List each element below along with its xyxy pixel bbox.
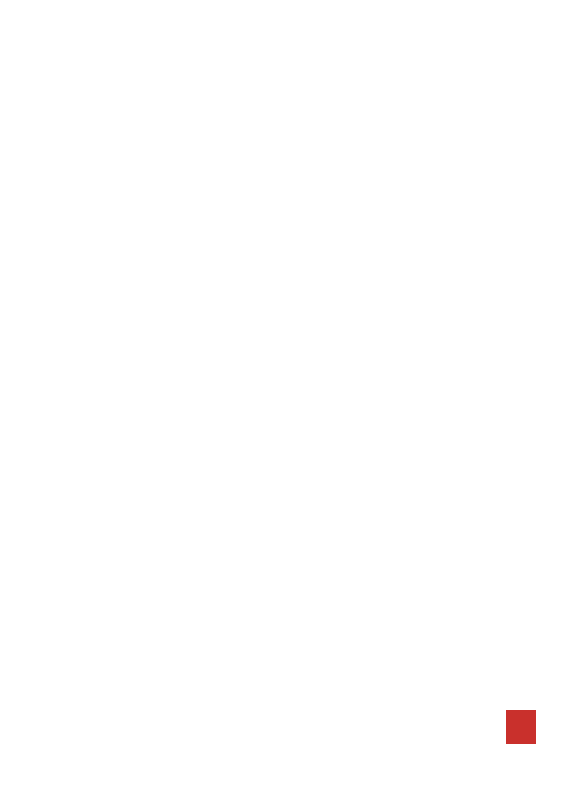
planner — [490, 200, 506, 215]
umbrella-border-left — [4, 0, 24, 811]
umbrella-border-top — [0, 4, 566, 24]
umbrella-border-right — [542, 0, 562, 811]
umbrella-border-bottom — [0, 787, 566, 807]
club-stamp — [506, 710, 536, 744]
